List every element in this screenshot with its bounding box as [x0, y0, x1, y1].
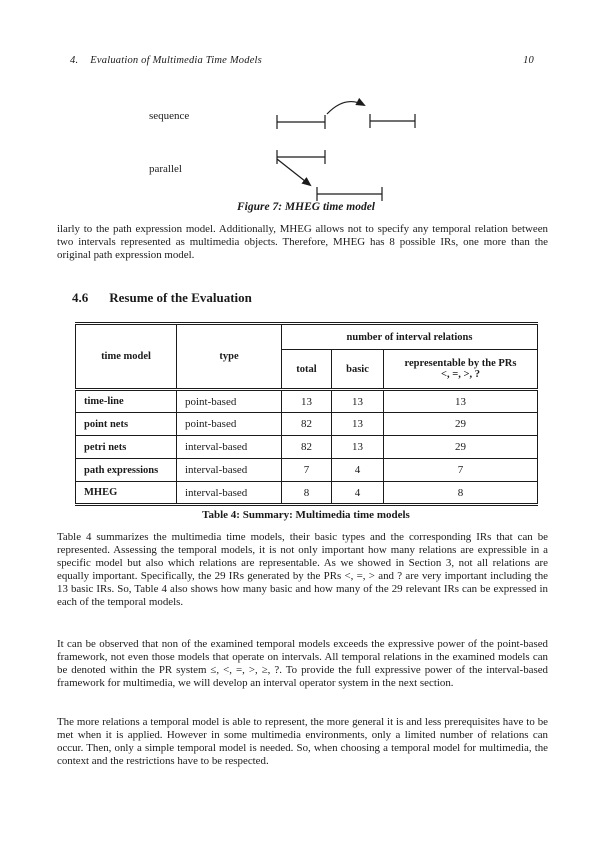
cell-basic: 4 [332, 459, 384, 482]
column-header-representable-line2: <, =, >, ? [441, 369, 480, 380]
cell-type: interval-based [177, 436, 282, 459]
cell-representable: 7 [384, 459, 538, 482]
cell-basic: 13 [332, 436, 384, 459]
paragraph-summary: Table 4 summarizes the multimedia time models, their basic types and the corresponding IRs that can be represented. Assessing the temporal models, it is not only important how many relations are expressible in a specific model but also which relations are representable. As we showed in Section 3, not all relations are equally important. Specifically, the 29 IRs generated by the PRs <, =, > and ? are very important including the 13 basic IRs. So, Table 4 also shows how many basic and how many of the 29 relevant IRs can be expressed in each of the temporal models. [57, 531, 548, 608]
cell-type: interval-based [177, 482, 282, 505]
figure-sequence-label: sequence [149, 110, 190, 122]
figure-parallel-label: parallel [149, 163, 182, 175]
cell-model: time-line [76, 390, 177, 413]
cell-total: 82 [282, 413, 332, 436]
sequence-interval-a [277, 115, 325, 129]
cell-representable: 8 [384, 482, 538, 505]
table-row [76, 459, 538, 482]
page-number: 10 [523, 55, 534, 66]
column-header-representable-line1: representable by the PRs [404, 358, 517, 369]
cell-type: interval-based [177, 459, 282, 482]
column-header-time-model: time model [76, 324, 177, 390]
column-header-basic: basic [332, 350, 384, 390]
parallel-arrow [277, 159, 310, 185]
running-header-title [70, 55, 262, 66]
column-group-header: number of interval relations [282, 324, 538, 350]
cell-model: MHEG [76, 482, 177, 505]
figure-caption: Figure 7: MHEG time model [237, 201, 375, 213]
table-row [76, 436, 538, 459]
cell-basic: 4 [332, 482, 384, 505]
column-header-type: type [177, 324, 282, 390]
running-header [70, 55, 534, 66]
cell-type: point-based [177, 390, 282, 413]
running-header-chapter-title: Evaluation of Multimedia Time Models [90, 55, 262, 66]
table-row [76, 390, 538, 413]
cell-model: petri nets [76, 436, 177, 459]
cell-representable: 29 [384, 413, 538, 436]
section-heading [72, 290, 252, 306]
cell-representable: 29 [384, 436, 538, 459]
section-number: 4.6 [72, 290, 89, 305]
cell-representable: 13 [384, 390, 538, 413]
parallel-interval-b [317, 187, 382, 201]
column-header-total: total [282, 350, 332, 390]
table-row [76, 482, 538, 505]
cell-type: point-based [177, 413, 282, 436]
paragraph-continuation: ilarly to the path expression model. Additionally, MHEG allows not to specify any temporal relation between two intervals represented as multimedia objects. Therefore, MHEG has 8 possible IRs, one more than the original path expression model. [57, 223, 548, 261]
running-header-section-number: 4. [70, 55, 79, 66]
table-caption: Table 4: Summary: Multimedia time models [202, 509, 410, 521]
cell-total: 13 [282, 390, 332, 413]
cell-model: path expressions [76, 459, 177, 482]
cell-total: 8 [282, 482, 332, 505]
parallel-interval-a [277, 150, 325, 164]
sequence-arrow [327, 102, 364, 114]
section-title: Resume of the Evaluation [109, 290, 252, 305]
cell-model: point nets [76, 413, 177, 436]
mheg-time-model-diagram [265, 93, 445, 207]
summary-table [75, 322, 538, 506]
table-row [76, 413, 538, 436]
cell-basic: 13 [332, 390, 384, 413]
paragraph-observation: It can be observed that non of the examined temporal models exceeds the expressive power of the point-based framework, not even those models that operate on intervals. All temporal relations in the examined models can be denoted within the PR system ≤, <, =, >, ≥, ?. To provide the full expressive power of the interval-based framework for multimedia, we will develop an interval operator system in the next section. [57, 638, 548, 689]
paragraph-conclusion: The more relations a temporal model is able to represent, the more general it is and less prerequisites have to be met when it is applied. However in some multimedia environments, only a limited number of relations can occur. Then, only a simple temporal model is needed. So, when choosing a temporal model for multimedia, the context and the restrictions have to be respected. [57, 716, 548, 767]
cell-total: 7 [282, 459, 332, 482]
sequence-interval-b [370, 114, 415, 128]
cell-basic: 13 [332, 413, 384, 436]
cell-total: 82 [282, 436, 332, 459]
column-header-representable [384, 350, 538, 390]
